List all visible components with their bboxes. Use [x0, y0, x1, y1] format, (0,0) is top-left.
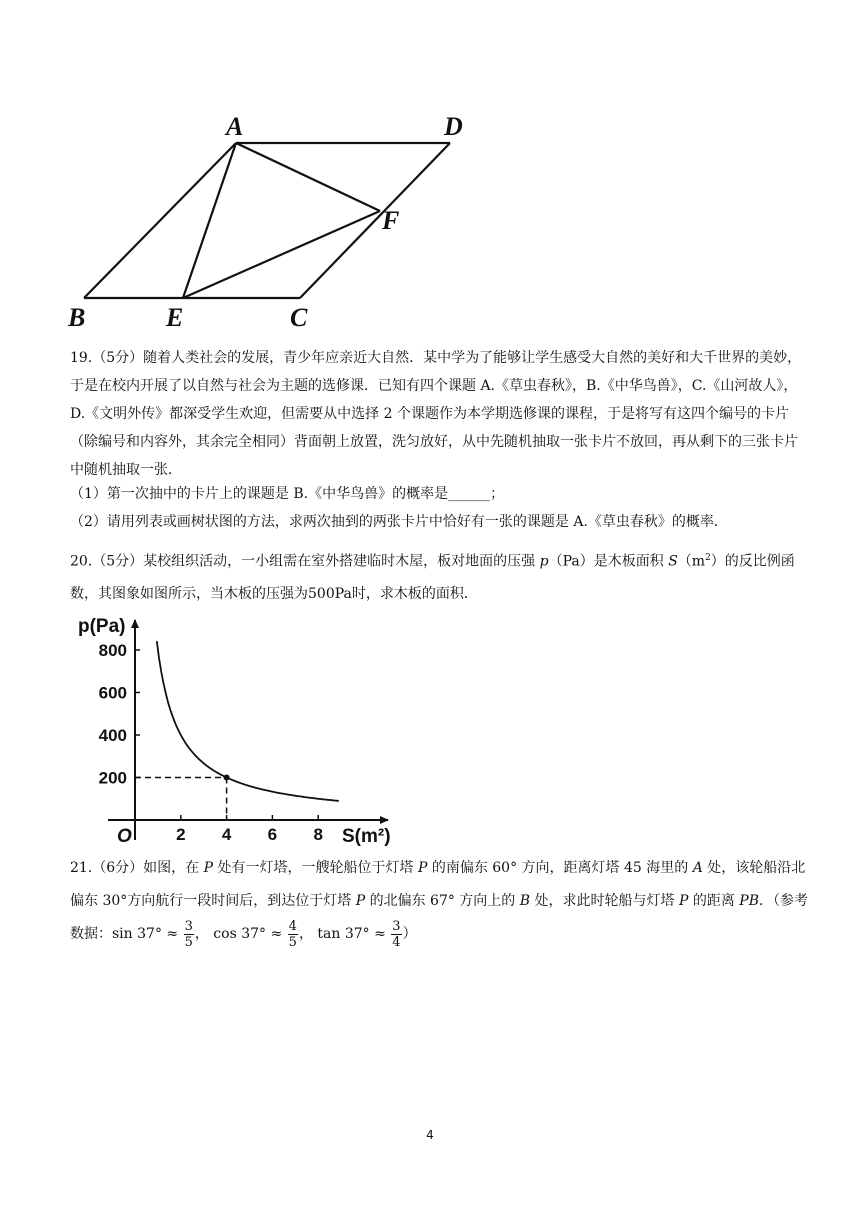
- segment-AB: [84, 143, 236, 298]
- x-tick-label: 8: [313, 825, 323, 844]
- inverse-proportion-chart: [70, 612, 400, 852]
- fraction-cos-num: 4: [288, 918, 297, 934]
- q21-P3: P: [355, 893, 366, 909]
- q21-cos: ， cos 37° ≈: [194, 926, 287, 942]
- y-axis-label: p(Pa): [78, 616, 126, 637]
- label-D: D: [444, 112, 463, 141]
- q20-text-c: （m: [677, 553, 706, 570]
- q19-part1: （1）第一次抽中的卡片上的课题是 B.《中华鸟兽》的概率是______；: [70, 486, 505, 502]
- segment-EF: [183, 211, 380, 298]
- q21-text-g: 的距离: [688, 893, 740, 909]
- fraction-cos-den: 5: [288, 934, 297, 950]
- x-axis-label: S(m²): [342, 826, 391, 847]
- fraction-sin-den: 5: [184, 934, 193, 950]
- parallelogram-figure: [60, 105, 500, 340]
- segment-AF: [236, 143, 380, 211]
- x-tick-label: 4: [221, 825, 232, 844]
- segment-DC: [300, 143, 450, 298]
- q19-stem: 19.（5分）随着人类社会的发展，青少年应亲近大自然．某中学为了能够让学生感受大自然的美好和大千世界的美妙，于是在校内开展了以自然与社会为主题的选修课．已知有四个课题 A.《草虫春秋》，B.《中华鸟兽》，C.《山河故人》，D.《文明外传》都深受学生欢迎，但需要从中选择 2 个课题作为本学期选修课的课程，于是将写有这四个编号的卡片（除编号和内容外，其余完全相同）背面朝上放置，洗匀放好，从中先随机抽取一张卡片不放回，再从剩下的三张卡片中随机抽取一张．: [70, 350, 802, 478]
- q19-part2: （2）请用列表或画树状图的方法，求两次抽到的两张卡片中恰好有一张的课题是 A.《草虫春秋》的概率．: [70, 514, 728, 530]
- y-tick-label: 800: [98, 641, 127, 660]
- q20-var-S: S: [668, 553, 678, 570]
- q21-PB: PB: [739, 893, 760, 909]
- origin-label: O: [117, 826, 132, 847]
- q21-P2: P: [417, 860, 428, 876]
- page-number: 4: [426, 1128, 434, 1142]
- q21-tan: ， tan 37° ≈: [298, 926, 391, 942]
- q21-text-d: 处，该轮船沿北偏东 30°方向航行一段时间后，到达位于灯塔: [70, 860, 806, 909]
- q20-text-a: 20.（5分）某校组织活动，一小组需在室外搭建临时木屋，板对地面的压强: [70, 553, 540, 570]
- label-F: F: [382, 206, 400, 235]
- label-B: B: [68, 303, 86, 332]
- q21-text-h: ．（参考数据：: [70, 893, 809, 942]
- label-C: C: [290, 303, 308, 332]
- x-tick-label: 2: [176, 825, 186, 844]
- q21-text-a: 21.（6分）如图，在: [70, 860, 204, 876]
- x-tick-label: 6: [267, 825, 278, 844]
- q21-B: B: [519, 893, 531, 909]
- label-E: E: [166, 303, 184, 332]
- q21-text-b: 处有一灯塔，一艘轮船位于灯塔: [213, 860, 418, 876]
- fraction-tan-den: 4: [392, 934, 401, 950]
- q21-text-f: 处，求此时轮船与灯塔: [530, 893, 679, 909]
- q21-sin: sin 37° ≈: [112, 926, 183, 942]
- q20-text-d: ）的反比例函数，其图象如图所示，当木板的压强为500Pa时，求木板的面积．: [70, 553, 795, 602]
- q21-text-e: 的北偏东 67° 方向上的: [365, 893, 520, 909]
- q20-text: [70, 542, 810, 610]
- q21-text: [70, 852, 810, 951]
- fraction-cos: [288, 919, 298, 950]
- segment-AE: [183, 143, 236, 298]
- q21-P4: P: [678, 893, 689, 909]
- fraction-tan: [391, 919, 401, 950]
- label-A: A: [226, 112, 244, 141]
- y-tick-label: 200: [98, 768, 127, 788]
- point-4-200: [224, 775, 230, 781]
- q20-text-b: （Pa）是木板面积: [548, 553, 669, 570]
- q20-var-p: p: [539, 553, 549, 570]
- fraction-sin: [184, 919, 194, 950]
- fraction-tan-num: 3: [392, 918, 401, 934]
- y-tick-label: 400: [98, 726, 127, 745]
- q21-P1: P: [203, 860, 214, 876]
- inverse-proportion-curve: [157, 641, 339, 801]
- fraction-sin-num: 3: [184, 918, 193, 934]
- q21-text-c: 的南偏东 60° 方向，距离灯塔 45 海里的: [427, 860, 693, 876]
- q20-sup2: 2: [705, 553, 711, 563]
- y-tick-label: 600: [98, 683, 127, 703]
- q21-A: A: [692, 860, 703, 876]
- q21-close: ）: [402, 926, 417, 942]
